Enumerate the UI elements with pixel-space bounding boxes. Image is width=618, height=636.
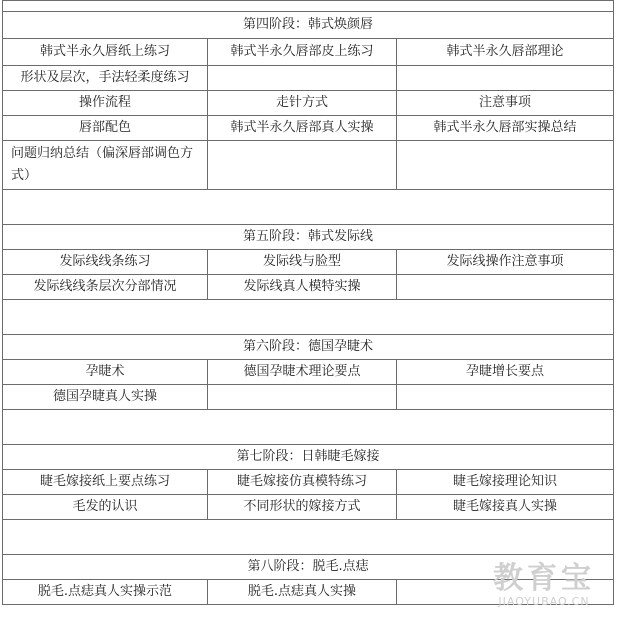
table-cell: 形状及层次，手法轻柔度练习 <box>3 66 208 91</box>
watermark-main-text: 教育宝 <box>493 561 595 596</box>
table-top-spacer <box>3 1 614 12</box>
table-cell: 韩式半永久唇部真人实操 <box>208 116 397 141</box>
table-row <box>3 116 614 141</box>
table-cell: 韩式半永久唇部皮上练习 <box>208 39 397 66</box>
table-cell: 韩式半永久唇部理论 <box>397 39 614 66</box>
table-row <box>3 580 614 605</box>
stage-title: 第四阶段：韩式焕颜唇 <box>3 12 614 39</box>
table-cell: 毛发的认识 <box>3 495 208 520</box>
table-row <box>3 360 614 385</box>
table-cell: 孕睫术 <box>3 360 208 385</box>
stage-title: 第五阶段：韩式发际线 <box>3 225 614 250</box>
section-spacer <box>3 520 614 555</box>
table-cell: 韩式半永久唇部实操总结 <box>397 116 614 141</box>
watermark-sub-text: JIAOYUBAO.CN <box>498 595 590 608</box>
table-cell <box>397 580 614 605</box>
stage-8-header <box>3 555 614 580</box>
table-cell <box>208 141 397 190</box>
table-cell: 走针方式 <box>208 91 397 116</box>
course-table <box>2 0 614 605</box>
table-cell: 德国孕睫真人实操 <box>3 385 208 410</box>
table-cell: 操作流程 <box>3 91 208 116</box>
stage-6-header <box>3 335 614 360</box>
table-cell <box>397 385 614 410</box>
table-row <box>3 275 614 300</box>
table-cell <box>208 66 397 91</box>
table-row <box>3 250 614 275</box>
table-cell: 脱毛.点痣真人实操 <box>208 580 397 605</box>
table-cell <box>208 385 397 410</box>
table-row <box>3 495 614 520</box>
table-cell: 脱毛.点痣真人实操示范 <box>3 580 208 605</box>
table-cell: 睫毛嫁接仿真模特练习 <box>208 470 397 495</box>
table-row <box>3 141 614 190</box>
table-cell: 不同形状的嫁接方式 <box>208 495 397 520</box>
table-row <box>3 91 614 116</box>
table-cell: 韩式半永久唇纸上练习 <box>3 39 208 66</box>
section-spacer <box>3 190 614 225</box>
table-row <box>3 470 614 495</box>
table-cell: 注意事项 <box>397 91 614 116</box>
table-row <box>3 39 614 66</box>
section-spacer <box>3 300 614 335</box>
table-cell: 发际线与脸型 <box>208 250 397 275</box>
table-cell <box>397 275 614 300</box>
section-spacer <box>3 410 614 445</box>
stage-title: 第八阶段：脱毛.点痣 <box>3 555 614 580</box>
table-cell: 孕睫增长要点 <box>397 360 614 385</box>
table-cell: 问题归纳总结（偏深唇部调色方式） <box>3 141 208 190</box>
table-cell <box>397 141 614 190</box>
table-cell: 睫毛嫁接真人实操 <box>397 495 614 520</box>
stage-7-header <box>3 445 614 470</box>
table-row <box>3 66 614 91</box>
stage-title: 第六阶段：德国孕睫术 <box>3 335 614 360</box>
table-cell: 发际线线条练习 <box>3 250 208 275</box>
table-cell: 睫毛嫁接理论知识 <box>397 470 614 495</box>
stage-title: 第七阶段：日韩睫毛嫁接 <box>3 445 614 470</box>
table-cell: 睫毛嫁接纸上要点练习 <box>3 470 208 495</box>
stage-4-header <box>3 12 614 39</box>
table-cell: 唇部配色 <box>3 116 208 141</box>
table-row <box>3 385 614 410</box>
stage-5-header <box>3 225 614 250</box>
table-cell: 发际线真人模特实操 <box>208 275 397 300</box>
table-cell: 发际线线条层次分部情况 <box>3 275 208 300</box>
table-cell: 发际线操作注意事项 <box>397 250 614 275</box>
table-cell: 德国孕睫术理论要点 <box>208 360 397 385</box>
table-cell <box>397 66 614 91</box>
